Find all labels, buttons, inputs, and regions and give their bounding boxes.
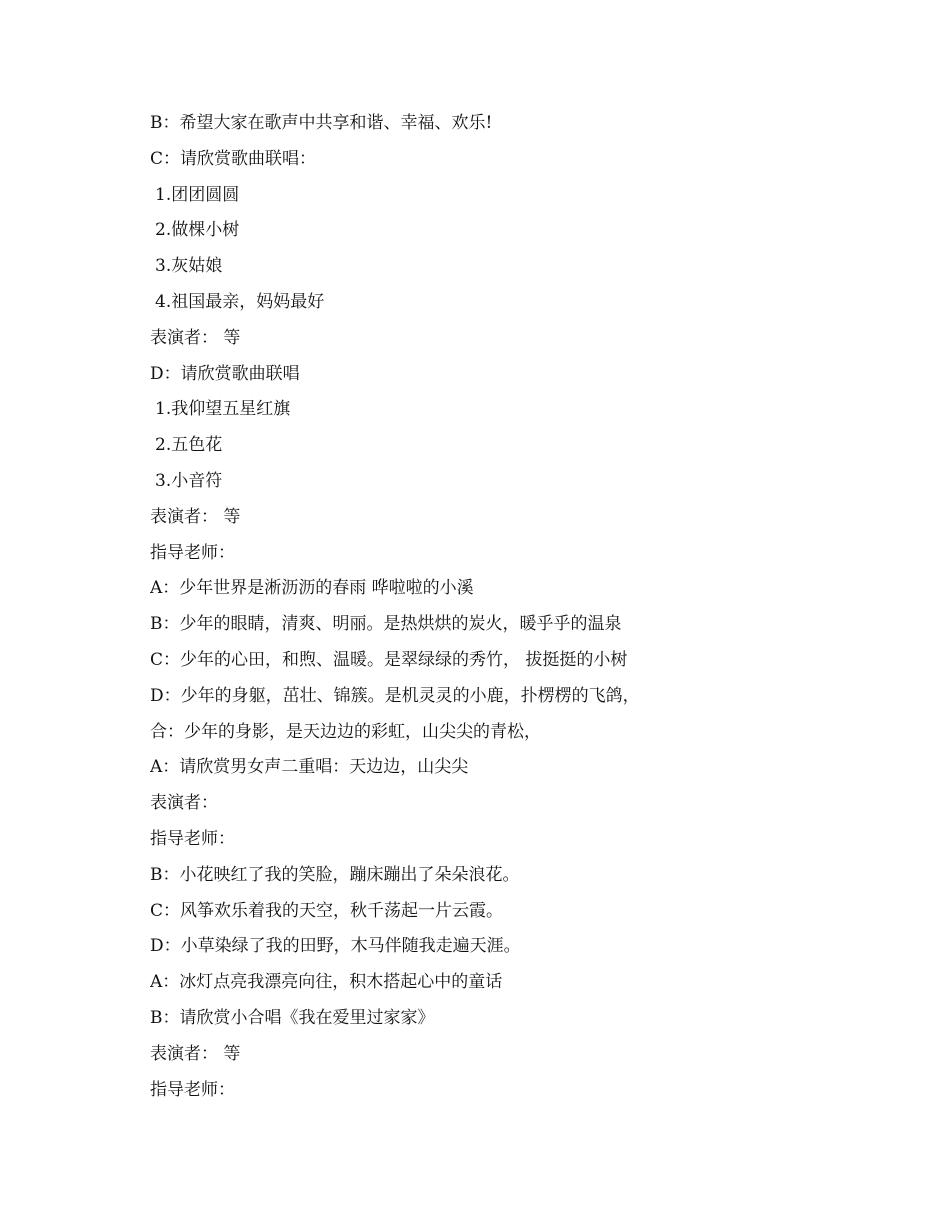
document-line: B：希望大家在歌声中共享和谐、幸福、欢乐! [150,113,493,133]
document-line: 3.小音符 [155,470,223,491]
document-line: B：少年的眼睛，清爽、明丽。是热烘烘的炭火，暖乎乎的温泉 [150,614,622,635]
document-line: C：风筝欢乐着我的天空，秋千荡起一片云霞。 [150,900,504,921]
document-line: D：小草染绿了我的田野，木马伴随我走遍天涯。 [150,936,521,957]
document-line: 3.灰姑娘 [155,256,223,277]
document-line: 1.我仰望五星红旗 [155,399,291,420]
document-line: 2.做棵小树 [155,220,240,241]
document-line: 指导老师： [150,542,235,563]
document-line: A：冰灯点亮我漂亮向往，积木搭起心中的童话 [150,972,503,993]
document-line: C：请欣赏歌曲联唱： [150,148,317,169]
document-line: 指导老师： [150,828,235,849]
document-line: 表演者： [150,793,218,814]
document-line: 合：少年的身影，是天边边的彩虹，山尖尖的青松， [150,721,541,742]
document-line: B：请欣赏小合唱《我在爱里过家家》 [150,1007,435,1028]
document-line: D：请欣赏歌曲联唱 [150,363,300,384]
document-line: 指导老师： [150,1079,235,1100]
document-line: 4.祖国最亲，妈妈最好 [155,291,325,312]
document-line: 表演者： 等 [150,506,241,527]
document-line: B：小花映红了我的笑脸，蹦床蹦出了朵朵浪花。 [150,864,520,885]
document-line: A：少年世界是淅沥沥的春雨 哗啦啦的小溪 [150,578,474,599]
document-line: 表演者： 等 [150,1043,241,1064]
document-line: D：少年的身躯，茁壮、锦簇。是机灵灵的小鹿，扑楞楞的飞鸽， [150,685,640,706]
document-line: A：请欣赏男女声二重唱：天边边，山尖尖 [150,757,469,778]
document-line: C：少年的心田，和煦、温暖。是翠绿绿的秀竹， 拔挺挺的小树 [150,649,628,670]
document-line: 表演者： 等 [150,327,241,348]
document-line: 2.五色花 [155,435,223,456]
document-body [150,106,890,1108]
document-line: 1.团团圆圆 [155,184,240,205]
